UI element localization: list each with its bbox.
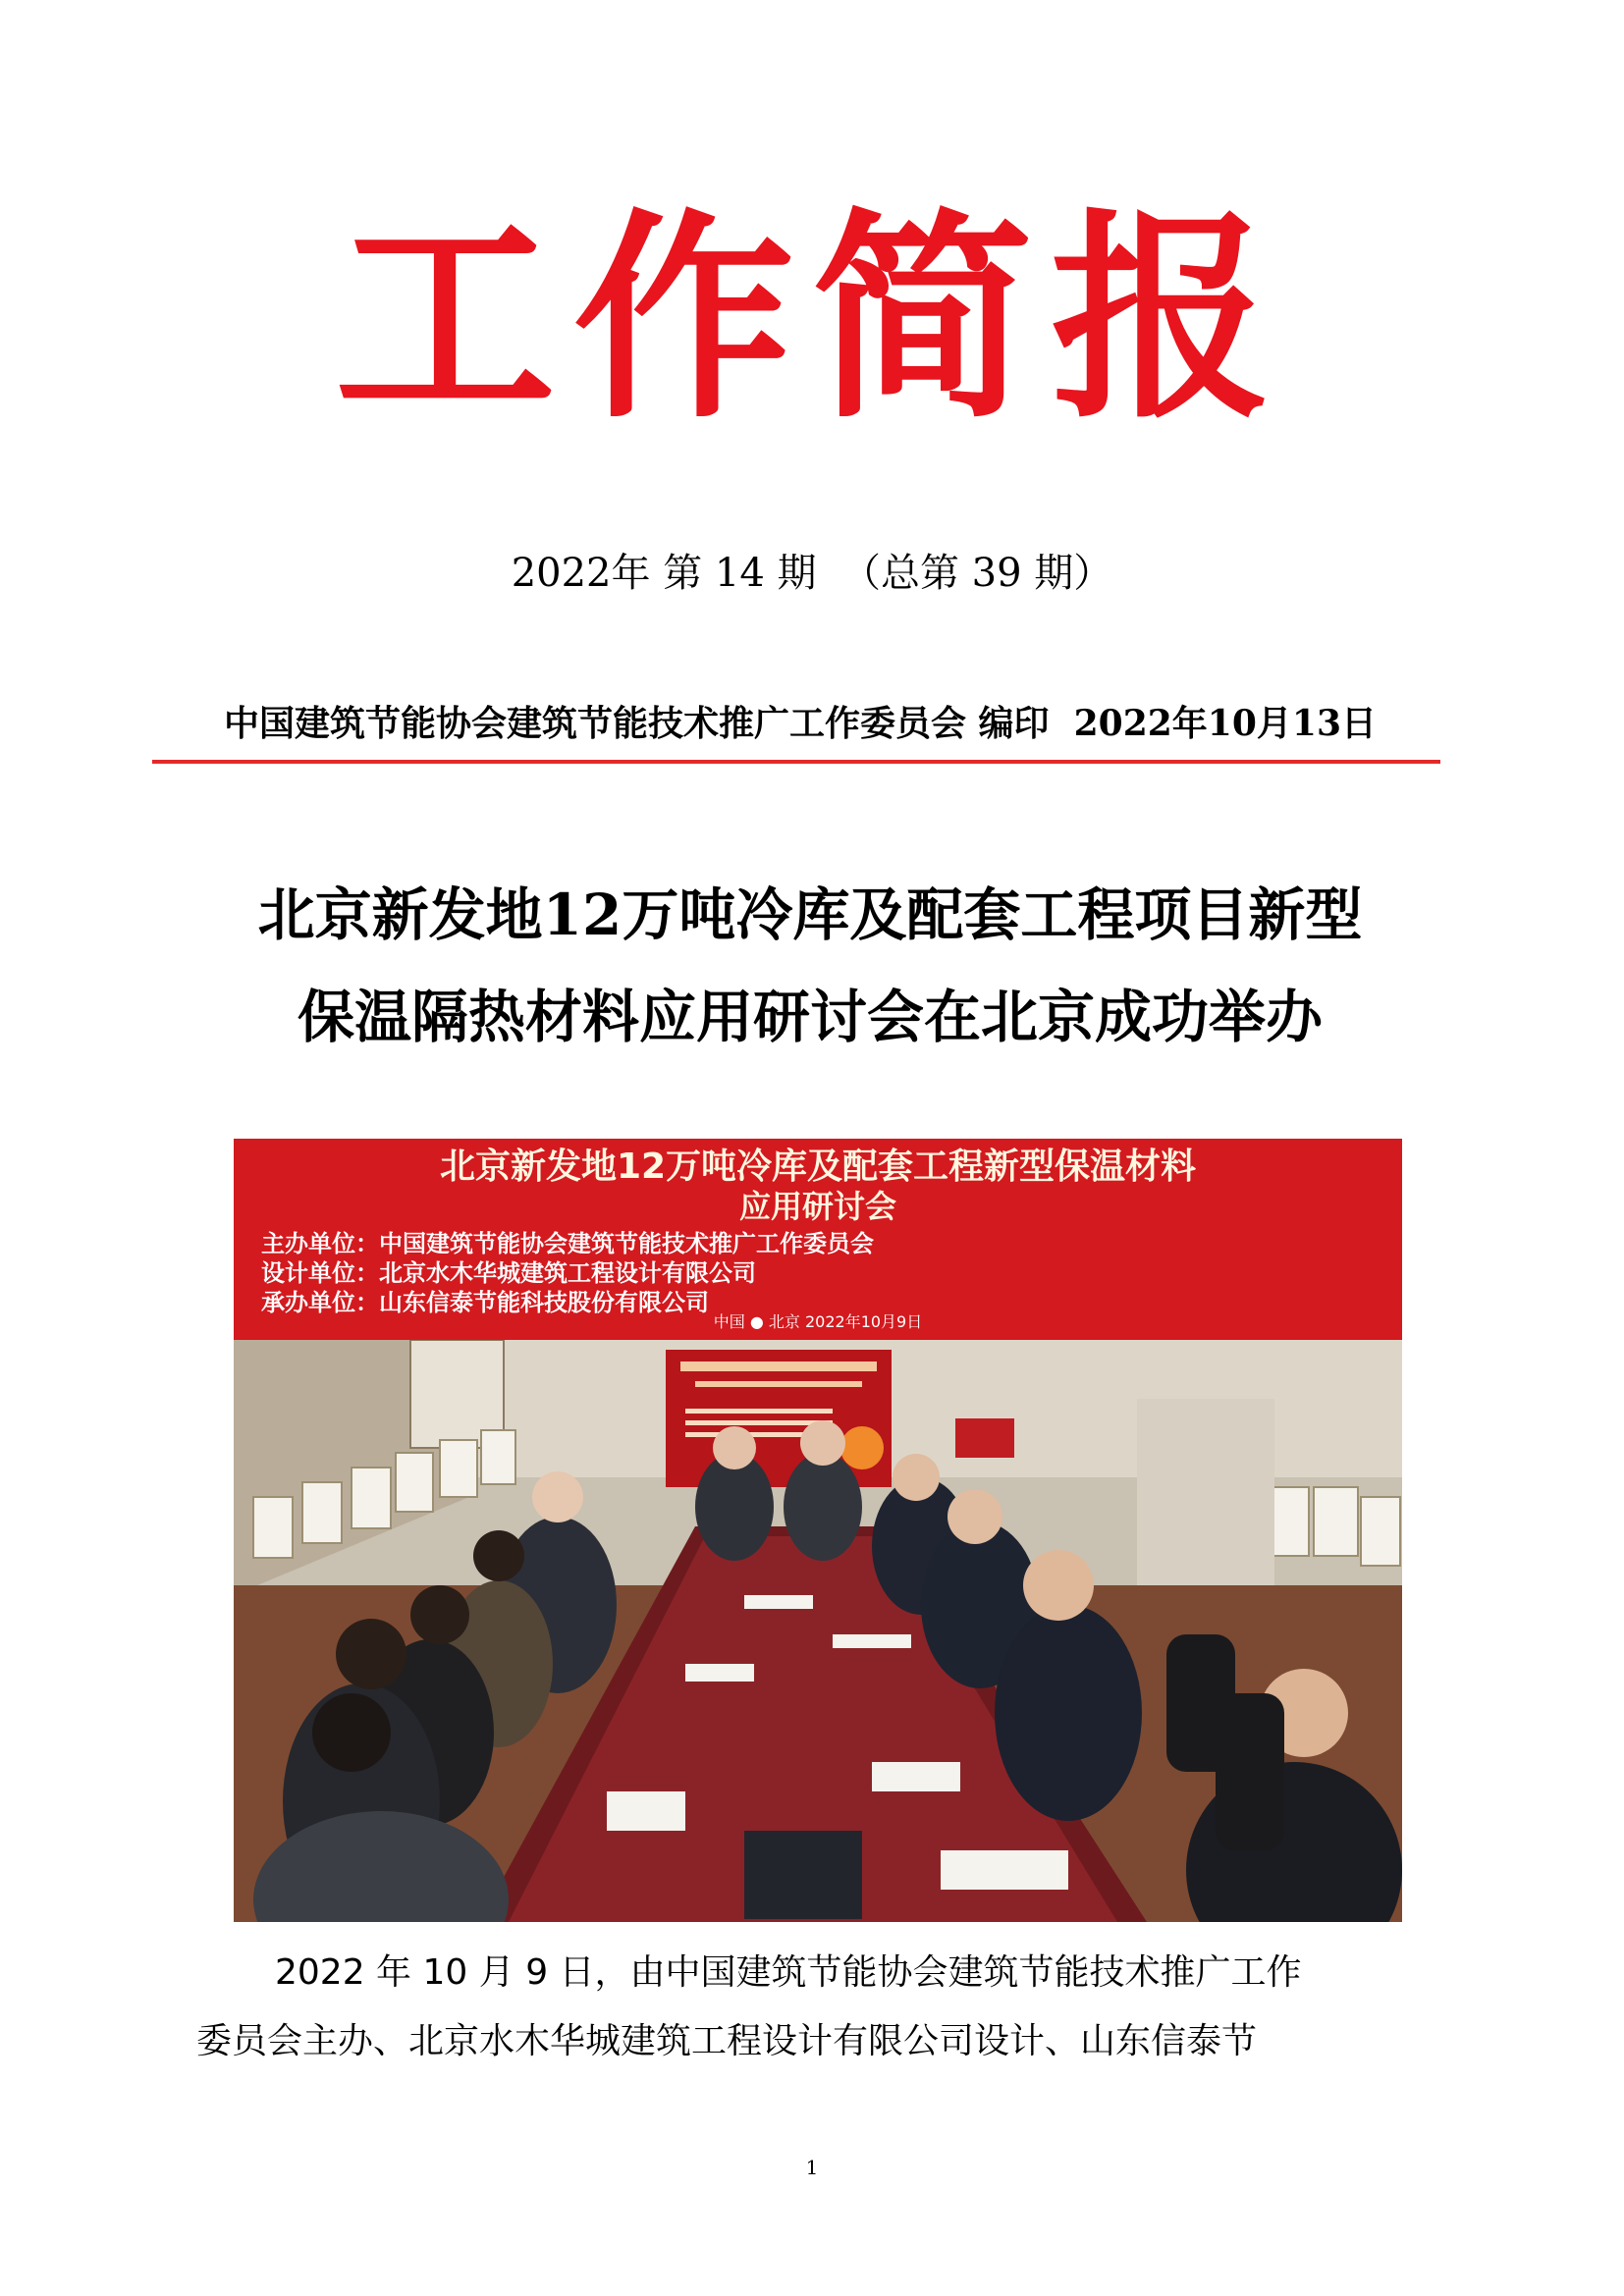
banner-title-line-2: 应用研讨会 bbox=[738, 1188, 896, 1225]
event-banner bbox=[234, 1139, 1402, 1340]
body-line-1: 2022 年 10 月 9 日，由中国建筑节能协会建筑节能技术推广工作 bbox=[275, 1952, 1302, 1993]
headline-line-2: 保温隔热材料应用研讨会在北京成功举办 bbox=[297, 984, 1323, 1050]
red-divider bbox=[152, 760, 1440, 764]
banner-host: 承办单位：山东信泰节能科技股份有限公司 bbox=[261, 1289, 709, 1316]
conference-room-scene bbox=[234, 1340, 1402, 1922]
page-number: 1 bbox=[805, 2156, 819, 2179]
banner-designer: 设计单位：北京水木华城建筑工程设计有限公司 bbox=[261, 1259, 756, 1287]
headline-line-1: 北京新发地12万吨冷库及配套工程项目新型 bbox=[257, 881, 1363, 948]
banner-title-line-1: 北京新发地12万吨冷库及配套工程新型保温材料 bbox=[439, 1147, 1197, 1187]
masthead-title: 工作简报 bbox=[335, 189, 1289, 449]
article-headline bbox=[152, 864, 1468, 1068]
meeting-photo bbox=[234, 1139, 1402, 1922]
banner-date: 中国 ● 北京 2022年10月9日 bbox=[713, 1312, 923, 1331]
body-line-2: 委员会主办、北京水木华城建筑工程设计有限公司设计、山东信泰节 bbox=[196, 2021, 1258, 2061]
article-body bbox=[196, 1939, 1435, 2076]
publisher-line: 中国建筑节能协会建筑节能技术推广工作委员会 编印 2022年10月13日 bbox=[224, 703, 1377, 744]
banner-organizer: 主办单位：中国建筑节能协会建筑节能技术推广工作委员会 bbox=[261, 1230, 874, 1257]
issue-number: 2022年 第 14 期 （总第 39 期） bbox=[511, 551, 1113, 596]
